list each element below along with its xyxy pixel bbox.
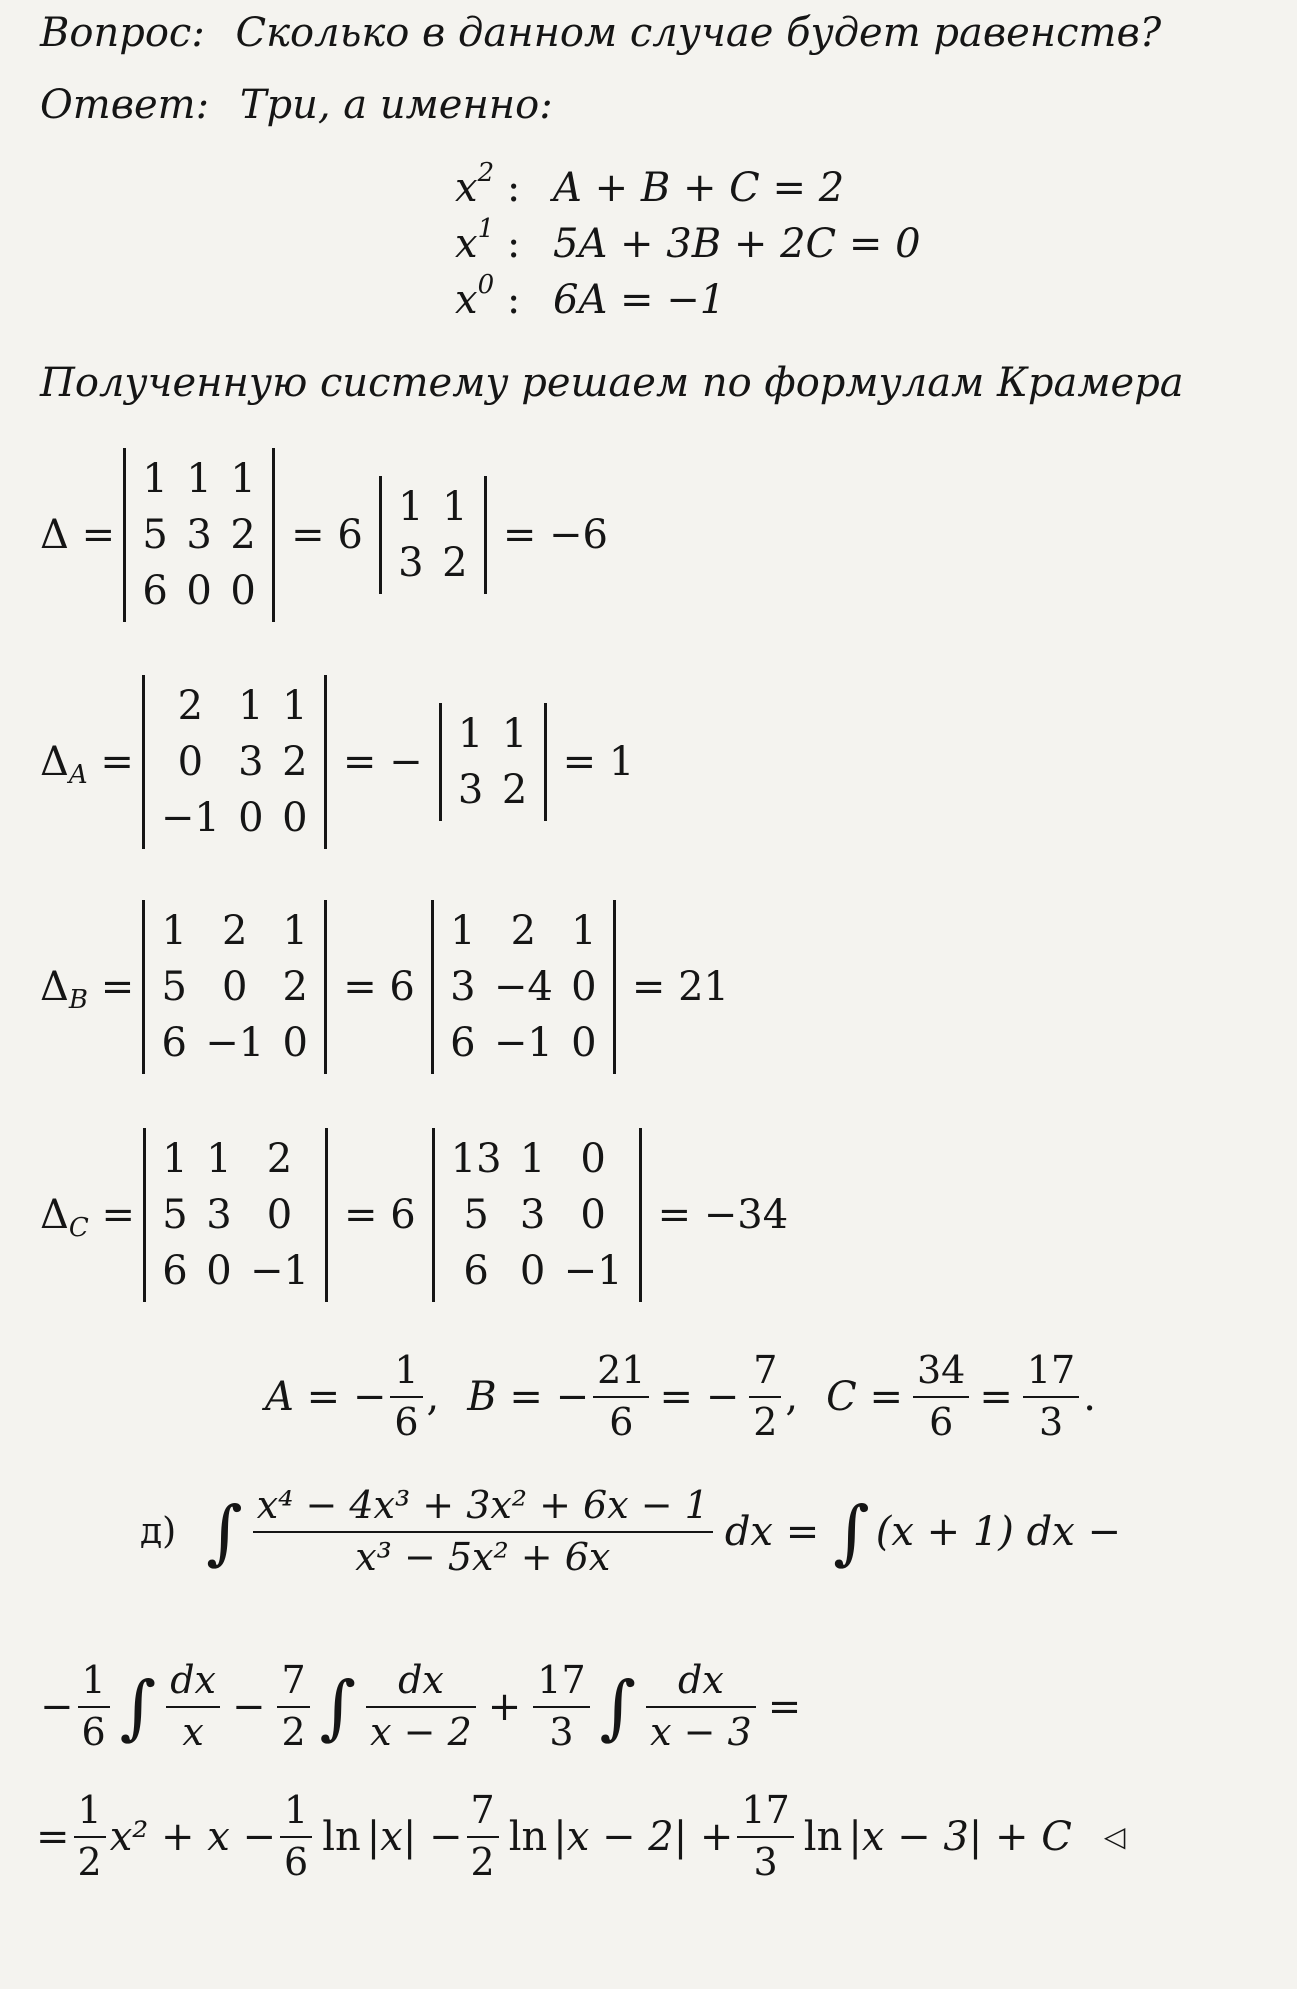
integral-line-1: д) ∫ $\frac{\text{x⁴ − 4x³ + 3x² + 6x − 1}}{\text{x³ − 5x² + 6x}}$ dx = ∫ (x + 1) dx −: [140, 1483, 1121, 1579]
end-of-solution-mark: ◁: [1103, 1820, 1126, 1854]
system-equation: 5A + 3B + 2C = 0: [553, 221, 921, 267]
delta-a-result: = 1: [562, 739, 635, 785]
delta-b-result: = 21: [631, 964, 729, 1010]
determinant-3x3: 1 2 1 3 −4 0 6 −1 0: [431, 900, 616, 1074]
integral-result: = $\frac{1}{2}$ x² + x − $\frac{1}{6}$ ln |x| − $\frac{7}{2}$ ln |x − 2| + $\frac{17}{3}$ ln |x − 3| + C ◁: [36, 1788, 1126, 1884]
answer-line: [40, 82, 553, 128]
system-row: $x^1$ : 5A + 3B + 2C = 0: [455, 214, 921, 267]
answer-label: Ответ:: [40, 82, 210, 128]
question-label: Вопрос:: [40, 10, 205, 56]
system-row: $x^2$ : A + B + C = 2: [455, 158, 845, 211]
item-label: д): [140, 1511, 177, 1553]
system-equation: 6A = −1: [553, 277, 726, 323]
determinant-3x3: 2 1 1 0 3 2 −1 0 0: [142, 675, 327, 849]
cramer-heading: Полученную систему решаем по формулам Крамера: [40, 360, 1184, 406]
determinant-2x2: 1 1 3 2: [379, 476, 487, 594]
delta-result: = −6: [502, 512, 609, 558]
delta-lhs: Δ =: [40, 512, 116, 558]
delta-a: $\Delta_A$ = 2 1 1 0 3 2 −1 0 0 = − 1 1 3 2 = 1: [40, 675, 642, 849]
determinant-3x3: 13 1 0 5 3 0 6 0 −1: [432, 1128, 642, 1302]
answer-text: Три, а именно:: [239, 82, 553, 128]
integral-line-2: − $\frac{1}{6}$ ∫ $\frac{dx}{x}$ − $\frac{7}{2}$ ∫ $\frac{dx}{x - 2}$ + $\frac{17}{3}$ ∫ $\frac{dx}{x - 3}$ =: [40, 1658, 802, 1754]
determinant-3x3: 1 2 1 5 0 2 6 −1 0: [142, 900, 327, 1074]
delta-b: $\Delta_B$ = 1 2 1 5 0 2 6 −1 0 = 6 1 2 1 3 −4 0 6 −1 0 = 21: [40, 900, 737, 1074]
determinant-3x3: 1 1 2 5 3 0 6 0 −1: [143, 1128, 328, 1302]
delta-c: $\Delta_C$ = 1 1 2 5 3 0 6 0 −1 = 6 13 1 0 5 3 0 6 0 −1 = −34: [40, 1128, 796, 1302]
question-line: [40, 10, 1161, 56]
delta-main: Δ = 1 1 1 5 3 2 6 0 0 = 6 1 1 3 2 = −6: [40, 448, 616, 622]
question-text: Сколько в данном случае будет равенств?: [235, 10, 1162, 56]
determinant-3x3: 1 1 1 5 3 2 6 0 0: [123, 448, 275, 622]
delta-c-result: = −34: [657, 1192, 789, 1238]
equation-system: [455, 160, 921, 328]
system-equation: A + B + C = 2: [553, 165, 845, 211]
coefficients: A = − $\frac{1}{6}$ , B = − $\frac{21}{6}$ = − $\frac{7}{2}$ , C = $\frac{34}{6}$ = $\frac{17}{3}$ .: [265, 1348, 1096, 1444]
determinant-2x2: 1 1 3 2: [439, 703, 547, 821]
system-row: $x^0$ : 6A = −1: [455, 270, 726, 323]
